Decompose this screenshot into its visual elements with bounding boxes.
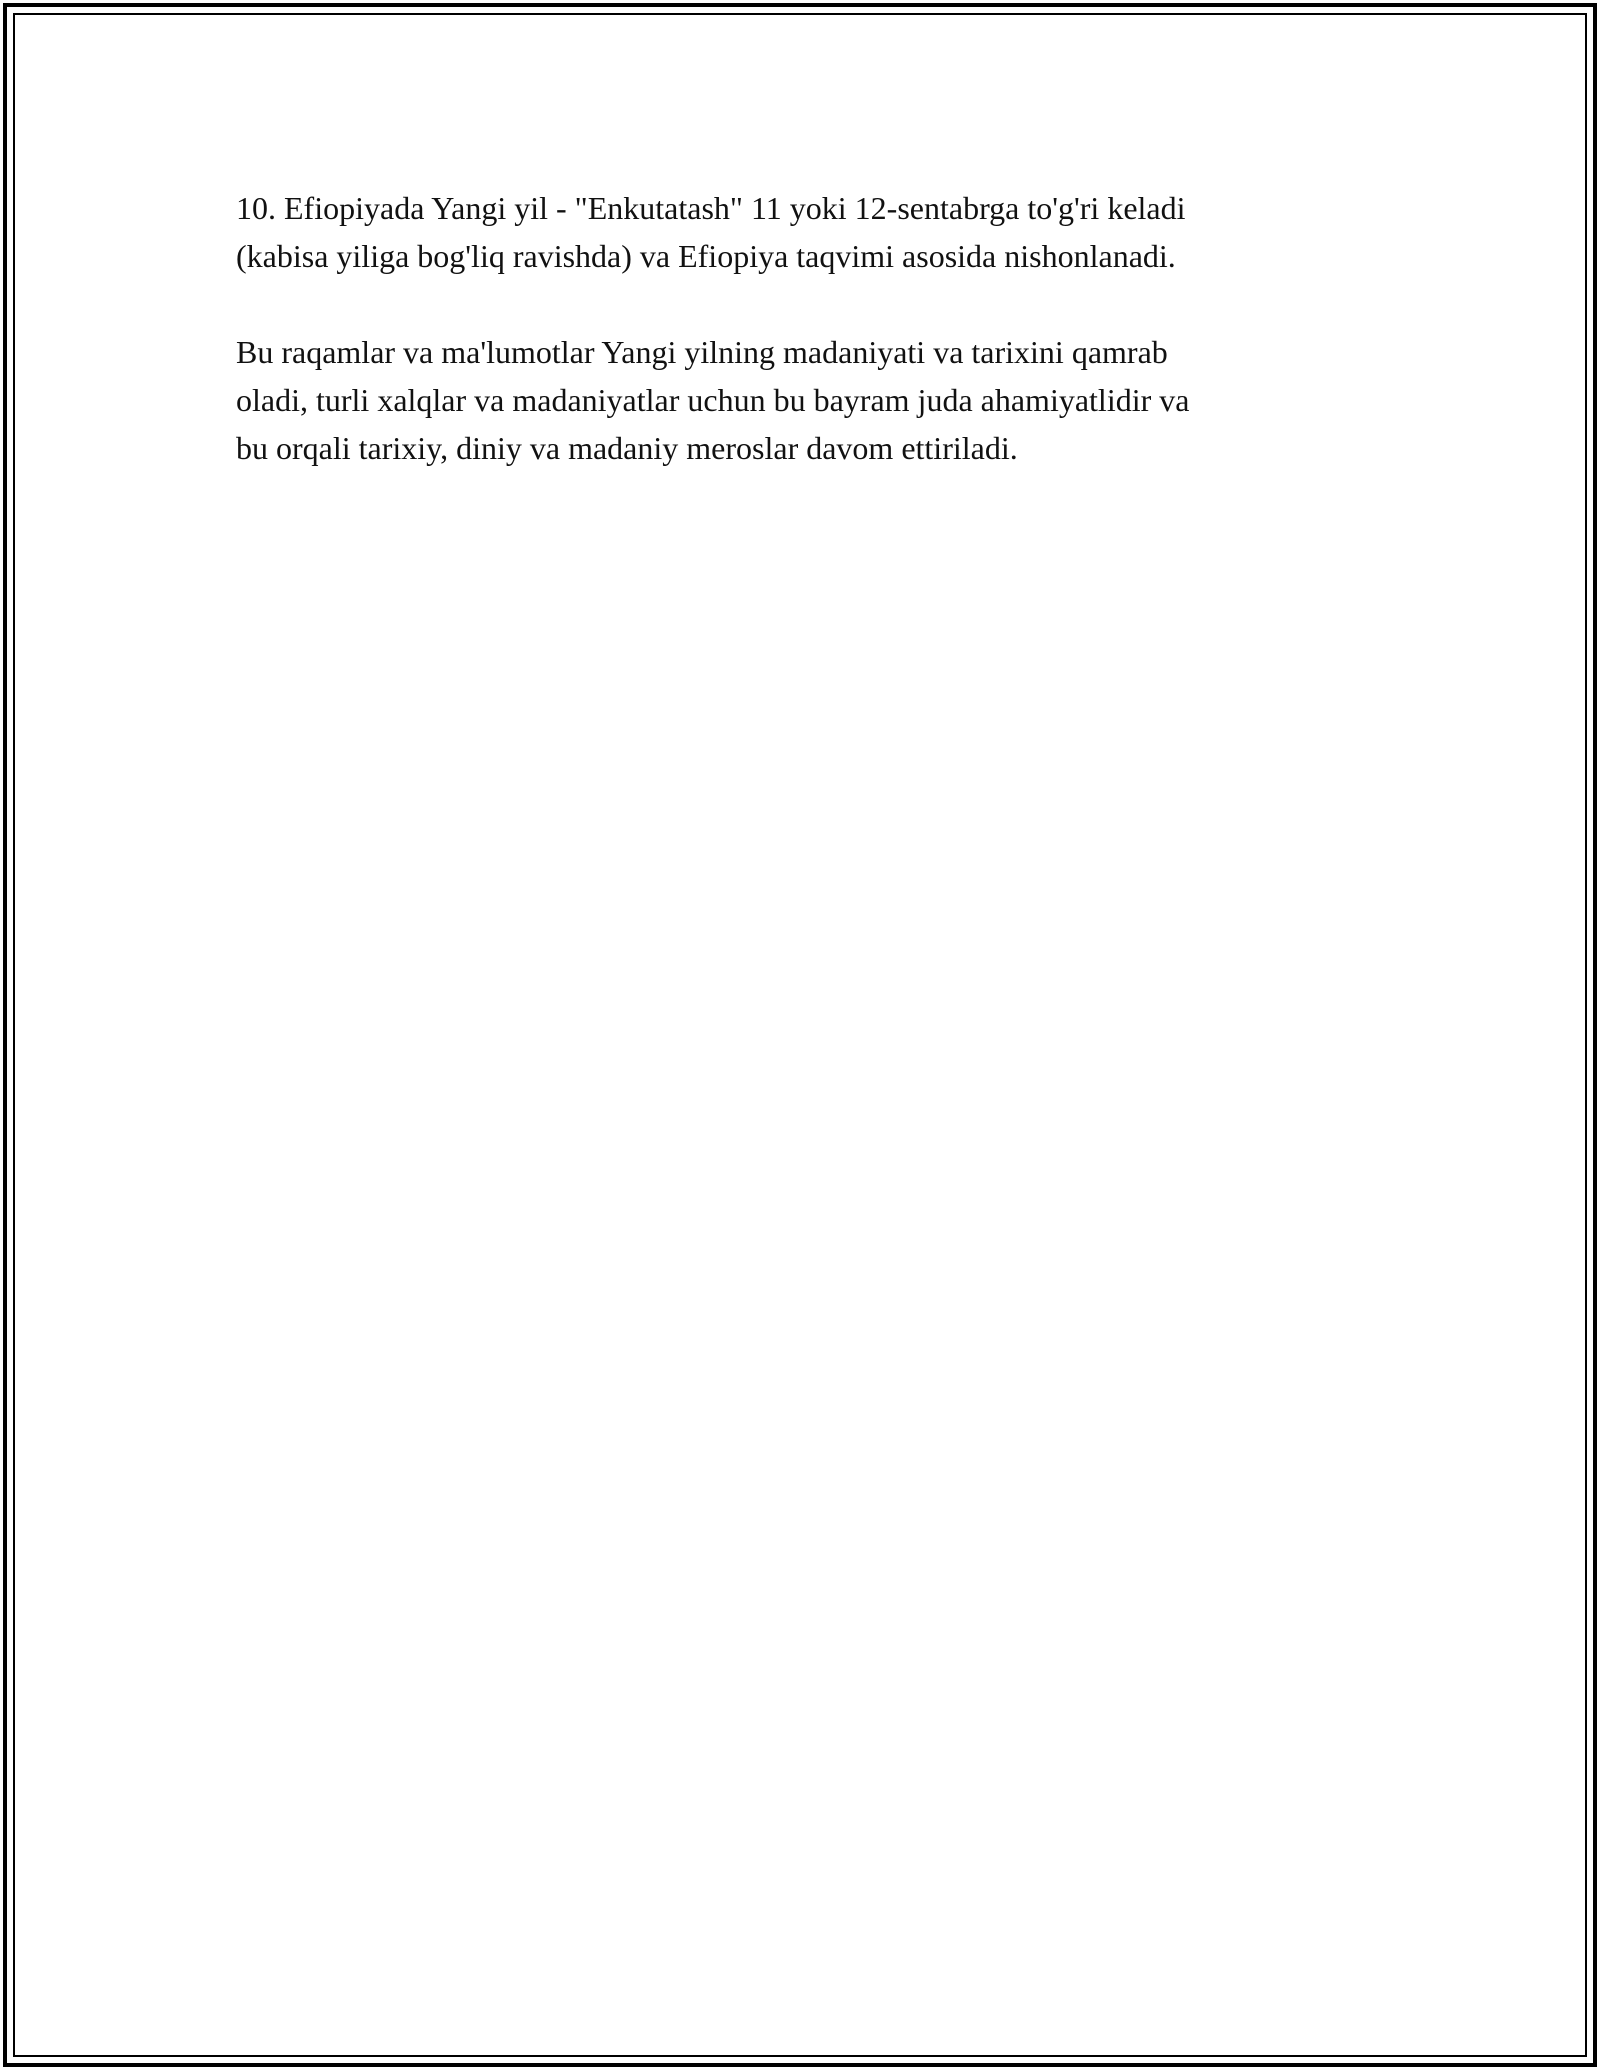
- text-line: (kabisa yiliga bog'liq ravishda) va Efiopiya taqvimi asosida nishonlanadi.: [236, 238, 1176, 274]
- paragraph-ethiopia-new-year: [236, 184, 1366, 280]
- text-line: Bu raqamlar va ma'lumotlar Yangi yilning madaniyati va tarixini qamrab: [236, 334, 1168, 370]
- paragraph-conclusion: [236, 328, 1366, 472]
- text-line: 10. Efiopiyada Yangi yil - "Enkutatash" 11 yoki 12-sentabrga to'g'ri keladi: [236, 190, 1186, 226]
- document-body: [236, 184, 1366, 472]
- text-line: bu orqali tarixiy, diniy va madaniy meroslar davom ettiriladi.: [236, 430, 1018, 466]
- text-line: oladi, turli xalqlar va madaniyatlar uchun bu bayram juda ahamiyatlidir va: [236, 382, 1190, 418]
